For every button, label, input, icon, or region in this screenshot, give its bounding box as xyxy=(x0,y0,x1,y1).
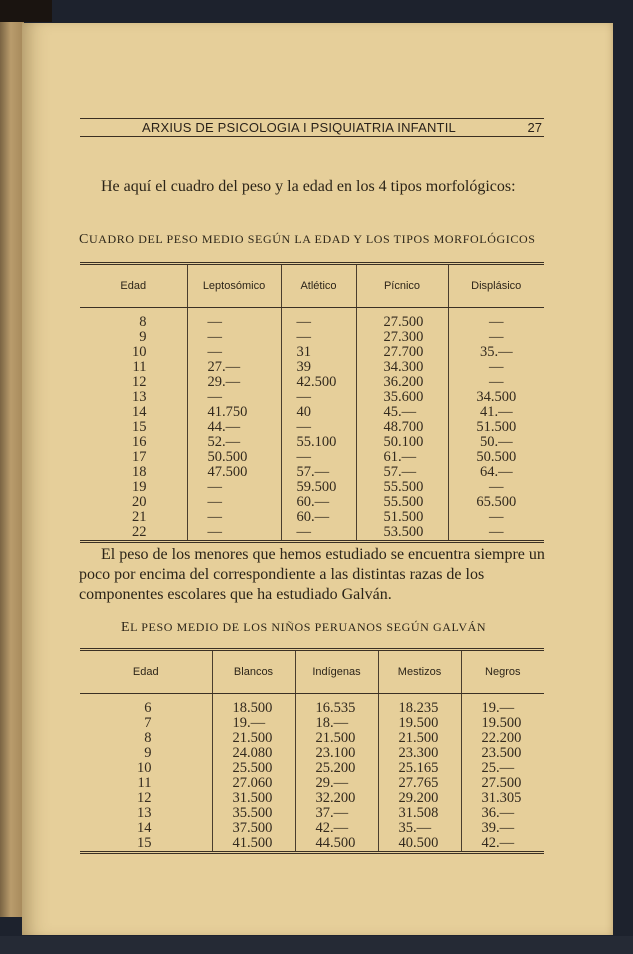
weight-cell: — xyxy=(281,330,356,345)
weight-cell: 42.— xyxy=(461,836,544,853)
weight-cell: 24.080 xyxy=(212,746,295,761)
weight-cell: 55.500 xyxy=(356,480,448,495)
weight-cell: 19.— xyxy=(212,716,295,731)
age-cell: 14 xyxy=(137,820,152,836)
weight-cell: 35.— xyxy=(378,821,461,836)
weight-cell: — xyxy=(187,308,281,331)
table-row xyxy=(80,330,544,345)
weight-cell: 37.500 xyxy=(212,821,295,836)
weight-cell: — xyxy=(187,390,281,405)
weight-cell: 57.— xyxy=(356,465,448,480)
header-rule-bottom xyxy=(80,136,544,137)
weight-cell: 41.— xyxy=(448,405,544,420)
weight-cell: 16.535 xyxy=(295,694,378,717)
weight-cell: — xyxy=(448,525,544,542)
age-cell: 13 xyxy=(132,389,147,405)
weight-cell: — xyxy=(187,525,281,542)
age-cell: 6 xyxy=(144,700,152,716)
table-row xyxy=(80,435,544,450)
weight-cell: — xyxy=(187,345,281,360)
weight-cell: 60.— xyxy=(281,510,356,525)
age-cell: 10 xyxy=(137,760,152,776)
age-cell: 19 xyxy=(132,479,147,495)
age-cell: 14 xyxy=(132,404,147,420)
table-row xyxy=(80,510,544,525)
weight-cell: 19.— xyxy=(461,694,544,717)
weight-cell: 22.200 xyxy=(461,731,544,746)
age-cell: 17 xyxy=(132,449,147,465)
weight-cell: — xyxy=(281,450,356,465)
weight-cell: 64.— xyxy=(448,465,544,480)
weight-cell: 45.— xyxy=(356,405,448,420)
scan-corner xyxy=(0,0,52,22)
table-row xyxy=(80,308,544,331)
weight-cell: 31 xyxy=(281,345,356,360)
table-2-caption-text: L PESO MEDIO DE LOS NIÑOS PERUANOS SEGÚN GALVÁN xyxy=(130,620,487,634)
weight-cell: 39.— xyxy=(461,821,544,836)
weight-cell: 41.750 xyxy=(187,405,281,420)
age-cell: 11 xyxy=(137,775,152,791)
weight-cell: 59.500 xyxy=(281,480,356,495)
weight-cell: 65.500 xyxy=(448,495,544,510)
weight-cell: 55.500 xyxy=(356,495,448,510)
weight-cell: — xyxy=(187,330,281,345)
weight-cell: 52.— xyxy=(187,435,281,450)
table-row xyxy=(80,495,544,510)
table-row xyxy=(80,761,544,776)
weight-cell: 18.500 xyxy=(212,694,295,717)
journal-title: ARXIUS DE PSICOLOGIA I PSIQUIATRIA INFANTIL xyxy=(142,120,456,135)
weight-cell: 18.— xyxy=(295,716,378,731)
intro-paragraph: He aquí el cuadro del peso y la edad en los 4 tipos morfológicos: xyxy=(101,178,516,195)
table-1-header-row xyxy=(80,264,544,308)
weight-cell: 50.500 xyxy=(448,450,544,465)
table-row xyxy=(80,405,544,420)
weight-cell: 29.— xyxy=(295,776,378,791)
weight-cell: 48.700 xyxy=(356,420,448,435)
weight-cell: — xyxy=(448,375,544,390)
weight-cell: 25.200 xyxy=(295,761,378,776)
column-header: Edad xyxy=(80,650,212,694)
weight-cell: 27.700 xyxy=(356,345,448,360)
age-cell: 8 xyxy=(139,314,147,330)
column-header: Mestizos xyxy=(378,650,461,694)
weight-cell: 27.300 xyxy=(356,330,448,345)
weight-cell: 31.305 xyxy=(461,791,544,806)
weight-cell: 31.508 xyxy=(378,806,461,821)
scan-background xyxy=(0,936,633,954)
weight-cell: 19.500 xyxy=(378,716,461,731)
column-header: Atlético xyxy=(281,264,356,308)
weight-cell: 37.— xyxy=(295,806,378,821)
age-cell: 12 xyxy=(132,374,147,390)
weight-cell: — xyxy=(187,510,281,525)
age-cell: 11 xyxy=(132,359,147,375)
table-row xyxy=(80,420,544,435)
table-row xyxy=(80,450,544,465)
weight-cell: 29.— xyxy=(187,375,281,390)
weight-cell: — xyxy=(187,495,281,510)
table-row xyxy=(80,806,544,821)
age-cell: 15 xyxy=(132,419,147,435)
page-number: 27 xyxy=(527,120,542,135)
column-header: Leptosómico xyxy=(187,264,281,308)
table-row xyxy=(80,716,544,731)
weight-cell: 61.— xyxy=(356,450,448,465)
weight-cell: — xyxy=(187,480,281,495)
table-row xyxy=(80,465,544,480)
age-cell: 10 xyxy=(132,344,147,360)
weight-cell: — xyxy=(281,420,356,435)
weight-cell: 42.— xyxy=(295,821,378,836)
weight-cell: 40 xyxy=(281,405,356,420)
weight-cell: — xyxy=(281,308,356,331)
age-cell: 15 xyxy=(80,836,212,853)
weight-cell: 27.500 xyxy=(461,776,544,791)
weight-cell: 18.235 xyxy=(378,694,461,717)
weight-cell: 21.500 xyxy=(295,731,378,746)
peruvian-children-weight-table xyxy=(80,648,544,854)
table-row xyxy=(80,731,544,746)
weight-cell: 21.500 xyxy=(212,731,295,746)
age-cell: 13 xyxy=(137,805,152,821)
table-row xyxy=(80,525,544,542)
weight-cell: 23.100 xyxy=(295,746,378,761)
table-row xyxy=(80,746,544,761)
weight-cell: 21.500 xyxy=(378,731,461,746)
weight-cell: 51.500 xyxy=(356,510,448,525)
table-2-caption-initial: E xyxy=(121,620,131,635)
weight-cell: 27.500 xyxy=(356,308,448,331)
book-spine xyxy=(0,22,24,917)
weight-cell: 31.500 xyxy=(212,791,295,806)
table-2-header-row xyxy=(80,650,544,694)
weight-cell: 60.— xyxy=(281,495,356,510)
weight-cell: 50.500 xyxy=(187,450,281,465)
weight-cell: 50.100 xyxy=(356,435,448,450)
weight-cell: 23.300 xyxy=(378,746,461,761)
weight-cell: — xyxy=(281,390,356,405)
weight-cell: 50.— xyxy=(448,435,544,450)
weight-cell: 32.200 xyxy=(295,791,378,806)
column-header: Displásico xyxy=(448,264,544,308)
running-header xyxy=(80,116,544,142)
table-row xyxy=(80,836,544,853)
weight-cell: 35.— xyxy=(448,345,544,360)
weight-cell: — xyxy=(448,480,544,495)
table-1-caption-initial: C xyxy=(79,232,89,247)
age-cell: 20 xyxy=(132,494,147,510)
weight-cell: 57.— xyxy=(281,465,356,480)
table-row xyxy=(80,776,544,791)
table-1-caption-text: UADRO DEL PESO MEDIO SEGÚN LA EDAD Y LOS TIPOS MORFOLÓGICOS xyxy=(88,232,536,246)
age-cell: 18 xyxy=(132,464,147,480)
age-cell: 9 xyxy=(144,745,152,761)
weight-by-morphotype-table xyxy=(80,262,544,543)
table-row xyxy=(80,390,544,405)
table-row xyxy=(80,360,544,375)
column-header: Negros xyxy=(461,650,544,694)
table-2-caption xyxy=(121,620,521,636)
table-row xyxy=(80,480,544,495)
weight-cell: 51.500 xyxy=(448,420,544,435)
weight-cell: 34.500 xyxy=(448,390,544,405)
table-row xyxy=(80,821,544,836)
column-header: Indígenas xyxy=(295,650,378,694)
weight-cell: 41.500 xyxy=(212,836,295,853)
age-cell: 16 xyxy=(132,434,147,450)
column-header: Pícnico xyxy=(356,264,448,308)
comparison-paragraph: El peso de los menores que hemos estudiado se encuentra siempre un poco por encima del correspondiente a las distintas razas de los componentes escolares que ha estudiado Galván. xyxy=(79,546,545,603)
table-row xyxy=(80,791,544,806)
weight-cell: 35.600 xyxy=(356,390,448,405)
weight-cell: 34.300 xyxy=(356,360,448,375)
weight-cell: 25.165 xyxy=(378,761,461,776)
weight-cell: 25.500 xyxy=(212,761,295,776)
age-cell: 8 xyxy=(144,730,152,746)
weight-cell: 40.500 xyxy=(378,836,461,853)
weight-cell: 47.500 xyxy=(187,465,281,480)
weight-cell: 19.500 xyxy=(461,716,544,731)
age-cell: 9 xyxy=(139,329,147,345)
weight-cell: 42.500 xyxy=(281,375,356,390)
weight-cell: 44.500 xyxy=(295,836,378,853)
weight-cell: 25.— xyxy=(461,761,544,776)
weight-cell: 23.500 xyxy=(461,746,544,761)
weight-cell: — xyxy=(448,510,544,525)
age-cell: 7 xyxy=(144,715,152,731)
weight-cell: 27.060 xyxy=(212,776,295,791)
age-cell: 21 xyxy=(132,509,147,525)
table-1-caption xyxy=(79,232,545,248)
age-cell: 22 xyxy=(80,525,187,542)
table-row xyxy=(80,375,544,390)
weight-cell: 35.500 xyxy=(212,806,295,821)
table-2-body xyxy=(80,694,544,853)
weight-cell: — xyxy=(281,525,356,542)
age-cell: 12 xyxy=(137,790,152,806)
column-header: Edad xyxy=(80,264,187,308)
weight-cell: 44.— xyxy=(187,420,281,435)
weight-cell: 29.200 xyxy=(378,791,461,806)
weight-cell: — xyxy=(448,330,544,345)
weight-cell: 53.500 xyxy=(356,525,448,542)
weight-cell: 27.— xyxy=(187,360,281,375)
weight-cell: 36.200 xyxy=(356,375,448,390)
table-1-body xyxy=(80,308,544,542)
weight-cell: 55.100 xyxy=(281,435,356,450)
weight-cell: 36.— xyxy=(461,806,544,821)
table-row xyxy=(80,694,544,717)
weight-cell: — xyxy=(448,360,544,375)
weight-cell: — xyxy=(448,308,544,331)
table-row xyxy=(80,345,544,360)
weight-cell: 27.765 xyxy=(378,776,461,791)
weight-cell: 39 xyxy=(281,360,356,375)
column-header: Blancos xyxy=(212,650,295,694)
header-rule-top xyxy=(80,118,544,119)
